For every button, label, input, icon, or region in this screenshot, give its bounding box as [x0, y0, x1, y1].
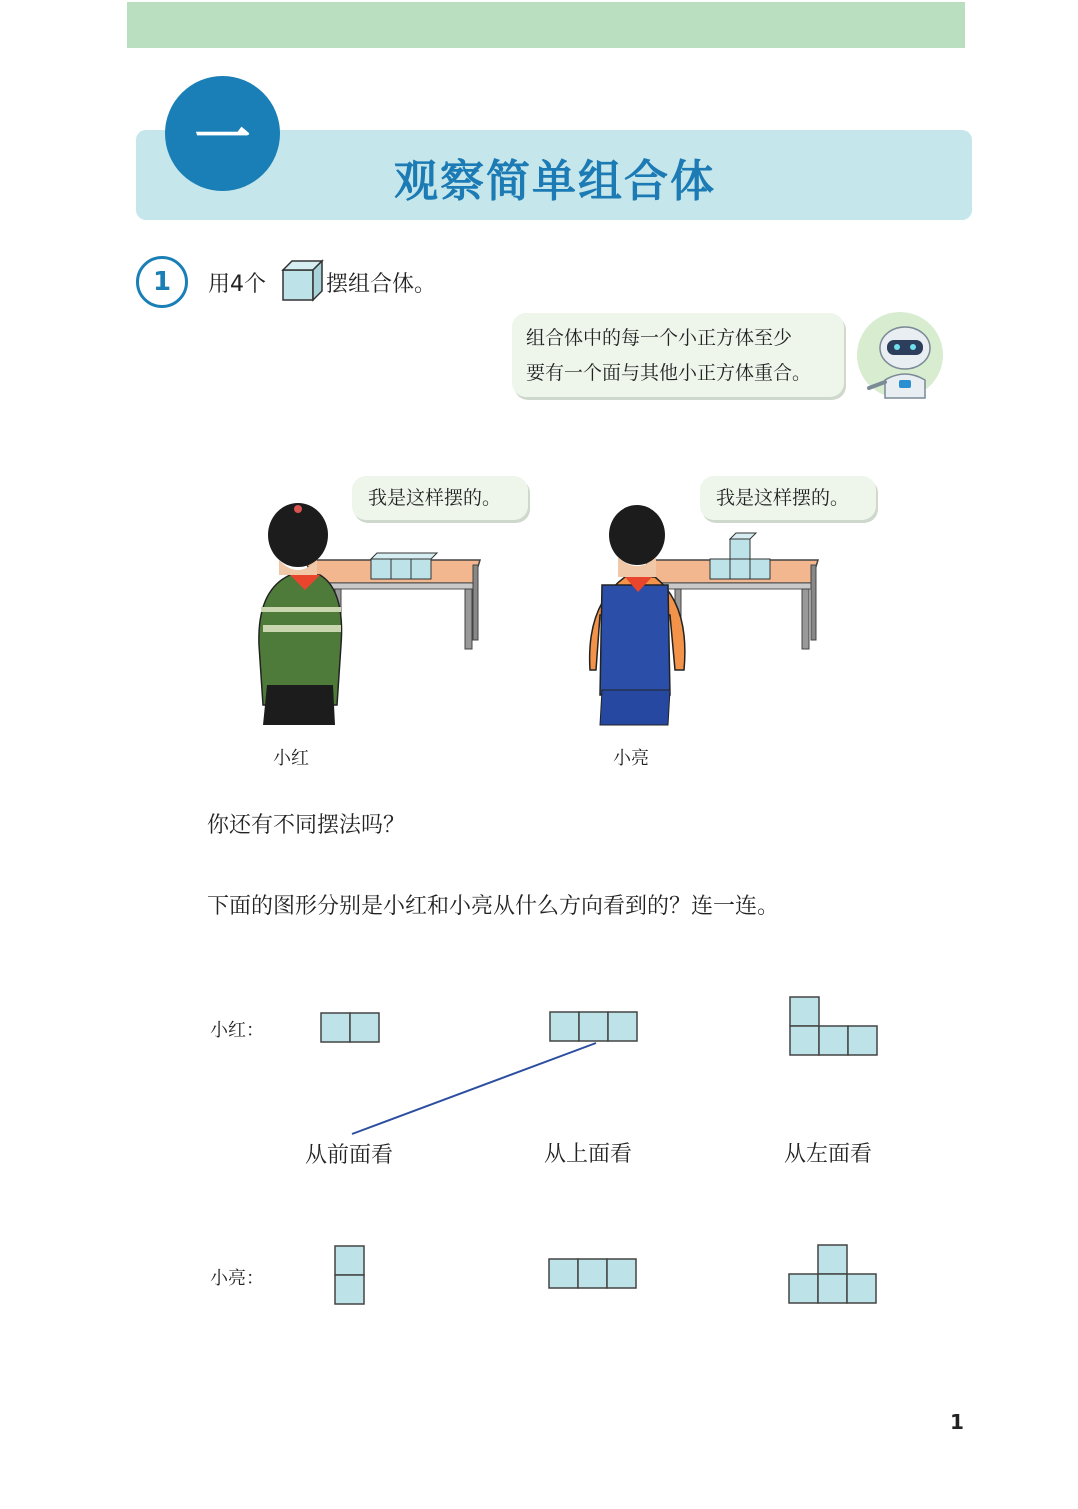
- direction-top[interactable]: 从上面看: [544, 1142, 633, 1167]
- chapter-title: 观察简单组合体: [394, 156, 716, 207]
- row-label-xiaohong: 小红：: [210, 1020, 264, 1041]
- xiaoliang-shape-vertical-two[interactable]: [335, 1246, 364, 1304]
- robot-tip-line1: 组合体中的每一个小正方体至少: [526, 327, 793, 349]
- robot-tip-line2: 要有一个面与其他小正方体重合。: [526, 362, 812, 384]
- chapter-number: 一: [194, 105, 251, 171]
- xiaoliang-shape-three-squares[interactable]: [549, 1259, 636, 1288]
- xiaoliang-speech: 我是这样摆的。: [716, 487, 850, 509]
- xiaohong-shape-two-squares[interactable]: [321, 1013, 379, 1042]
- row-label-xiaoliang: 小亮：: [210, 1268, 264, 1289]
- xiaohong-name: 小红: [273, 748, 309, 769]
- direction-front[interactable]: 从前面看: [305, 1143, 394, 1168]
- xiaohong-shape-l-shape[interactable]: [790, 997, 877, 1055]
- xiaohong-shape-three-squares[interactable]: [550, 1012, 637, 1041]
- direction-left[interactable]: 从左面看: [784, 1142, 873, 1167]
- xiaoliang-shape-t-shape[interactable]: [789, 1245, 876, 1303]
- xiaohong-speech: 我是这样摆的。: [368, 487, 502, 509]
- connection-line: [352, 1043, 596, 1134]
- task-text-before: 用4个: [208, 272, 266, 297]
- question-match-views: 下面的图形分别是小红和小亮从什么方向看到的？连一连。: [207, 894, 780, 919]
- page-number: 1: [950, 1410, 964, 1434]
- task-number-badge: 1: [136, 256, 188, 308]
- task-text-after: 摆组合体。: [326, 272, 437, 297]
- xiaoliang-name: 小亮: [613, 748, 649, 769]
- question-different-arrangements: 你还有不同摆法吗？: [207, 813, 406, 838]
